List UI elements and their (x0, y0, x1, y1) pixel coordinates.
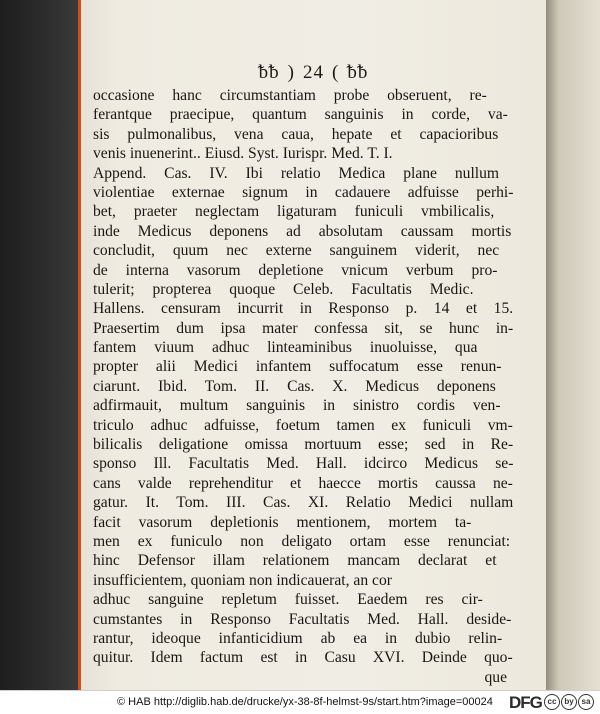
text-line: facit vasorum depletionis mentionem, mortem ta- (93, 513, 472, 531)
text-line: Praesertim dum ipsa mater confessa sit, se hunc in- (93, 319, 514, 337)
text-line: propter alii Medici infantem suffocatum esse renun- (93, 358, 502, 376)
catchword: que (484, 668, 507, 686)
header-ornament-left: ᵬᵬ (258, 62, 280, 83)
text-line: inde Medicus deponens ad absolutam caussam mortis (93, 222, 512, 240)
text-line: bet, praeter neglectam ligaturam funiculi vmbilicalis, (93, 203, 495, 221)
copyright-url[interactable]: © HAB http://diglib.hab.de/drucke/yx-38-8f-helmst-9s/start.htm?image=00024 (117, 696, 493, 708)
text-line: insufficientem, quoniam non indicauerat, an cor (93, 571, 392, 589)
sa-license-icon[interactable]: sa (578, 694, 594, 710)
text-line: gatur. It. Tom. III. Cas. XI. Relatio Medici nullam (93, 494, 514, 512)
text-line: cumstantes in Responso Facultatis Med. Hall. deside- (93, 610, 512, 628)
by-license-icon[interactable]: by (561, 694, 577, 710)
text-line: adfirmauit, multum sanguinis in sinistro cordis ven- (93, 397, 501, 415)
header-paren-left: ) (287, 62, 295, 83)
text-line: violentiae externae signum in cadauere adfuisse perhi- (93, 183, 514, 201)
text-line: hinc Defensor illam relationem mancam declarat et (93, 552, 497, 570)
text-line: occasione hanc circumstantiam probe obseruent, re- (93, 87, 487, 104)
text-line: ferantque praecipue, quantum sanguinis in corde, va- (93, 106, 508, 124)
page-number: 24 (303, 62, 324, 83)
cc-license-icon[interactable]: cc (544, 694, 560, 710)
text-line: cans valde reprehenditur et haecce mortis caussa ne- (93, 474, 513, 492)
text-line: tulerit; propterea quoque Celeb. Facultatis Medic. (93, 280, 474, 298)
text-line: Hallens. censuram incurrit in Responso p. 14 et 15. (93, 300, 514, 318)
facing-page (545, 0, 600, 690)
header-ornament-right: ᵬᵬ (347, 62, 369, 83)
page-body-text (93, 86, 513, 687)
text-line: sis pulmonalibus, vena caua, hepate et capacioribus (93, 125, 499, 143)
text-line: adhuc sanguine repletum fuisset. Eaedem res cir- (93, 591, 483, 609)
text-line: men ex funiculo non deligato ortam esse renunciat: (93, 532, 511, 550)
text-line: rantur, ideoque infanticidium ab ea in dubio relin- (93, 629, 503, 647)
text-line: Append. Cas. IV. Ibi relatio Medica plane nullum (93, 164, 500, 182)
text-line: bilicalis deligatione omissa mortuum esse; sed in Re- (93, 436, 514, 454)
book-spine-shadow (0, 0, 78, 690)
text-line: concludit, quum nec externe sanguinem viderit, nec (93, 242, 500, 260)
text-line: quitur. Idem factum est in Casu XVI. Deinde quo- (93, 649, 513, 667)
text-line: fantem viuum adhuc linteaminibus inuoluisse, qua (93, 339, 478, 357)
page-header (81, 62, 546, 84)
text-line: venis inuenerint.. Eiusd. Syst. Iurispr. Med. T. I. (93, 145, 393, 163)
facing-page-bleedthrough (551, 20, 597, 620)
text-line: sponso Ill. Facultatis Med. Hall. idcirco Medicus se- (93, 455, 514, 473)
text-line: de interna vasorum depletione vnicum verbum pro- (93, 261, 498, 279)
dfg-logo: DFG (509, 693, 542, 712)
header-paren-right: ( (332, 62, 340, 83)
text-line: ciarunt. Ibid. Tom. II. Cas. X. Medicus deponens (93, 377, 496, 395)
text-line: triculo adhuc adfuisse, foetum tamen ex funiculi vm- (93, 416, 513, 434)
viewer-footer (0, 690, 600, 714)
